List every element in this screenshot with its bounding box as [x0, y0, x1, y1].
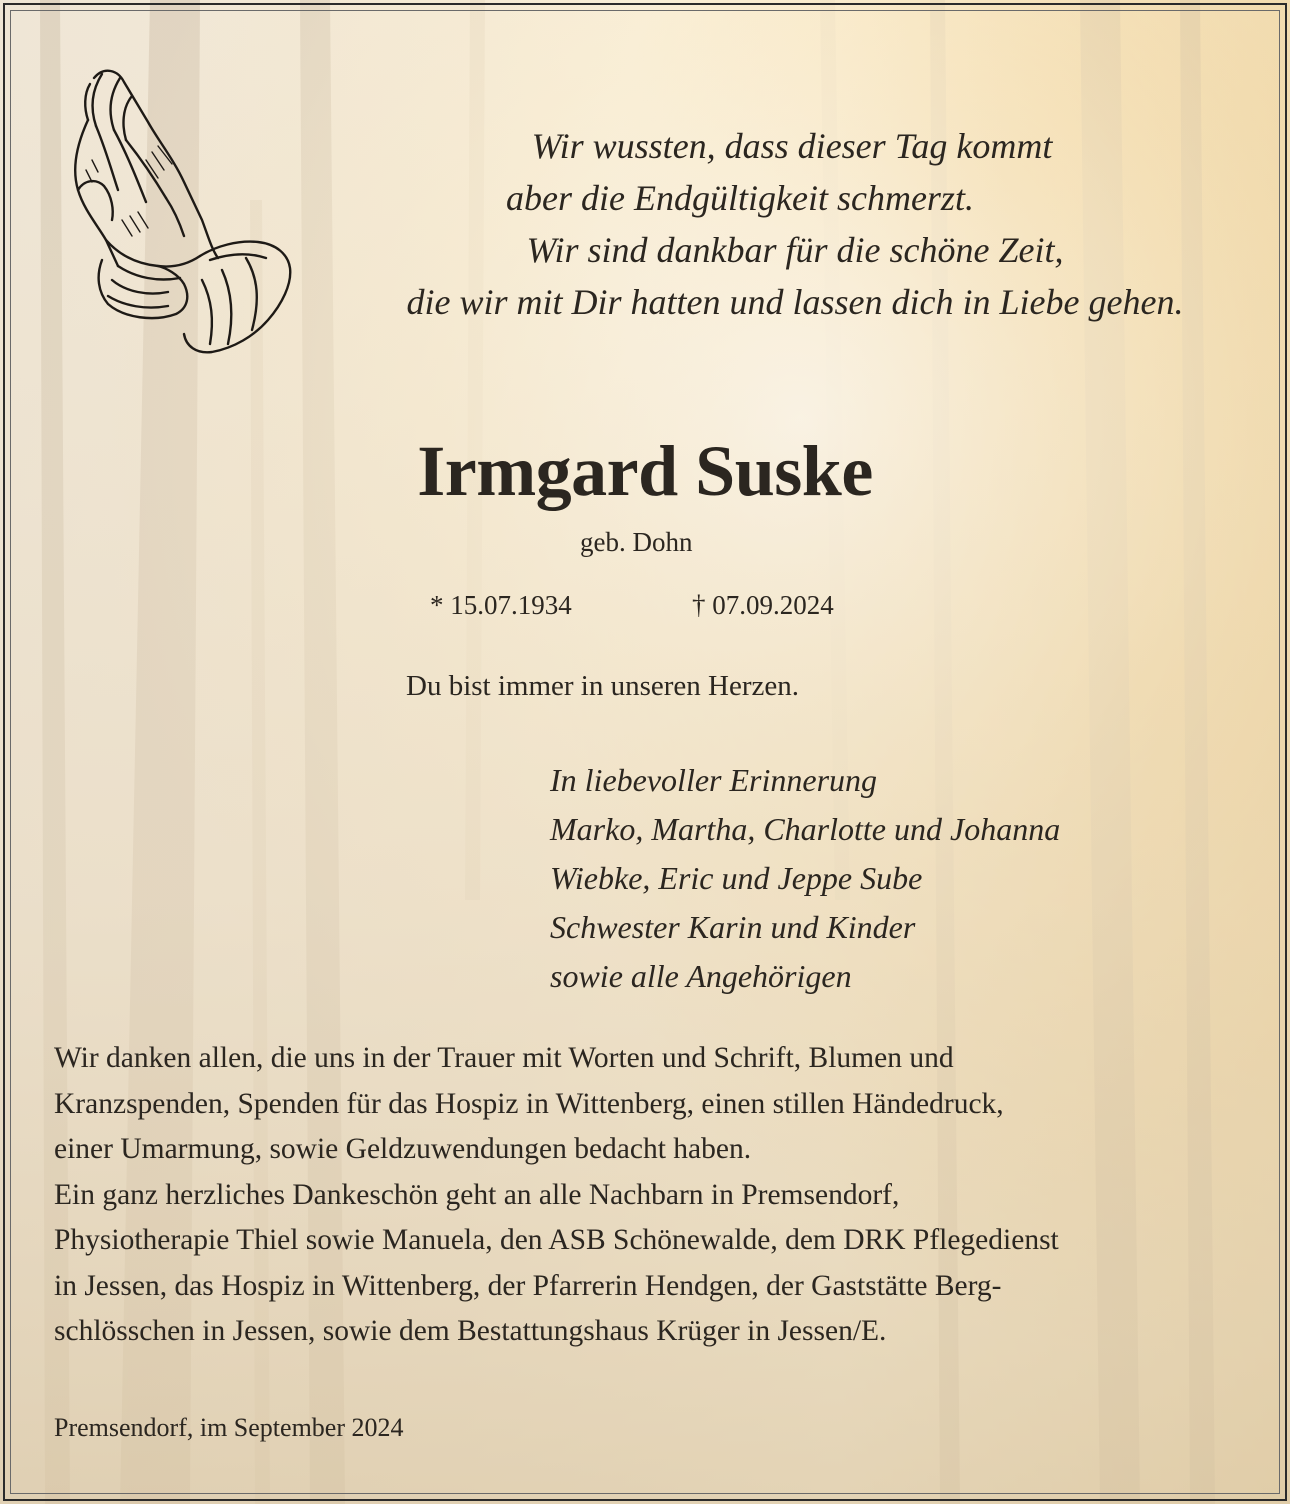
poem-line: aber die Endgültigkeit schmerzt.	[506, 178, 974, 218]
thanks-line: Kranzspenden, Spenden für das Hospiz in Wittenberg, einen stillen Händedruck,	[54, 1087, 1004, 1120]
thanks-line: Physiotherapie Thiel sowie Manuela, den ASB Schönewalde, dem DRK Pflegedienst	[54, 1224, 1059, 1256]
praying-hands-icon	[62, 60, 298, 356]
deceased-name: Irmgard Suske	[417, 431, 873, 511]
thanks-line: Ein ganz herzliches Dankeschön geht an alle Nachbarn in Premsendorf,	[54, 1178, 900, 1211]
mourner-line: Wiebke, Eric und Jeppe Sube	[550, 860, 923, 896]
thanks-line: Wir danken allen, die uns in der Trauer mit Worten und Schrift, Blumen und	[54, 1042, 954, 1074]
poem-line: Wir sind dankbar für die schöne Zeit,	[526, 230, 1064, 270]
poem	[360, 120, 1230, 328]
thanks-text	[54, 1036, 1254, 1355]
poem-line: Wir wussten, dass dieser Tag kommt	[531, 126, 1053, 166]
death-date: † 07.09.2024	[692, 590, 834, 620]
mourner-line: Marko, Martha, Charlotte und Johanna	[550, 811, 1061, 847]
mourner-line: Schwester Karin und Kinder	[550, 909, 916, 945]
birth-date: * 15.07.1934	[430, 590, 572, 620]
thanks-line: in Jessen, das Hospiz in Wittenberg, der Pfarrerin Hendgen, der Gaststätte Berg-	[54, 1269, 1002, 1302]
mourners	[550, 756, 1060, 1001]
motto: Du bist immer in unseren Herzen.	[406, 670, 800, 702]
mourner-line: In liebevoller Erinnerung	[550, 762, 878, 798]
place-and-date: Premsendorf, im September 2024	[54, 1413, 404, 1442]
poem-line: die wir mit Dir hatten und lassen dich in Liebe gehen.	[406, 282, 1184, 322]
maiden-name: geb. Dohn	[580, 527, 693, 557]
thanks-line: einer Umarmung, sowie Geldzuwendungen bedacht haben.	[54, 1133, 752, 1165]
thanks-line: schlösschen in Jessen, sowie dem Bestattungshaus Krüger in Jessen/E.	[54, 1315, 887, 1347]
mourner-line: sowie alle Angehörigen	[550, 958, 852, 994]
